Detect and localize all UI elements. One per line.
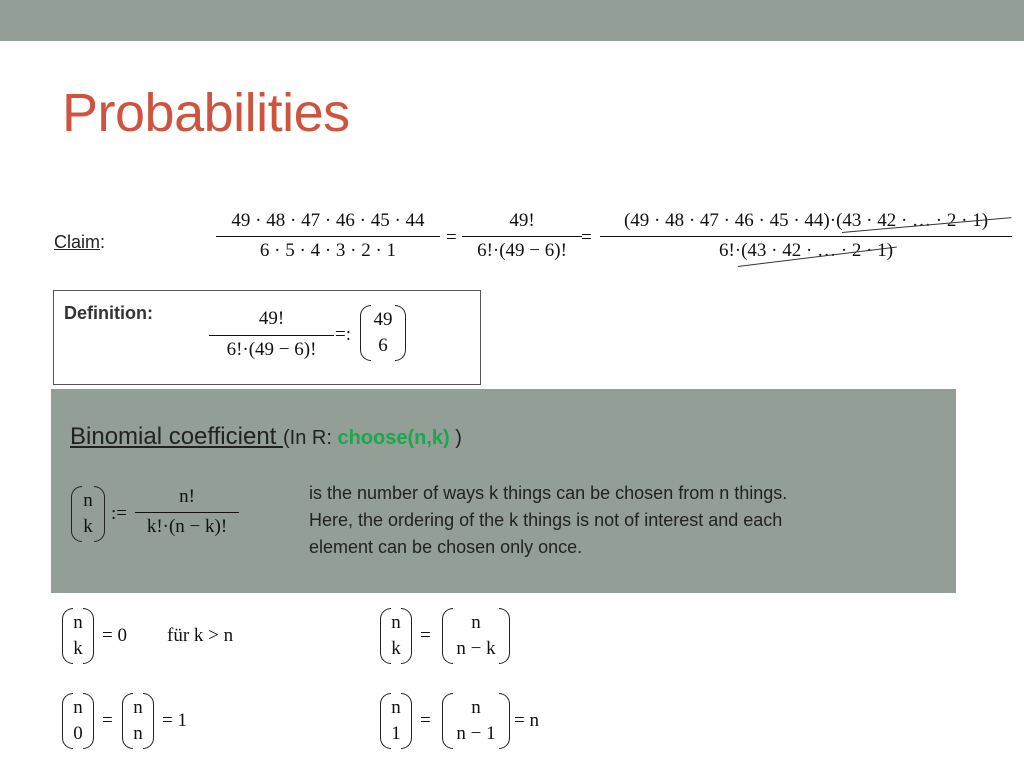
top-bar: [0, 0, 1024, 41]
binomial-numerator: n!: [179, 486, 195, 507]
identity-1a-binomial: [62, 608, 94, 662]
right-paren: [401, 693, 412, 749]
fraction-bar: [216, 236, 440, 237]
binomial-top: n: [471, 697, 481, 718]
binomial-coefficient-box: [51, 389, 956, 593]
definition-fraction: [209, 308, 334, 361]
binomial-top: n: [391, 697, 401, 718]
claim-fraction-3: [600, 210, 1012, 262]
in-r-suffix: ): [449, 427, 462, 449]
identity-1a-result: = 0: [102, 625, 127, 646]
identity-2a-binomial-left: [62, 693, 94, 747]
binomial-bottom: n − 1: [456, 723, 496, 744]
identity-2a-result: = 1: [162, 710, 187, 731]
claim-label-group: [54, 232, 105, 253]
right-paren: [401, 608, 412, 664]
claim-fraction-1: [216, 210, 440, 262]
claim-fraction-2-denominator: 6!·(49 − 6)!: [477, 240, 567, 261]
fraction-bar: [135, 512, 239, 513]
claim-fraction-1-denominator: 6 · 5 · 4 · 3 · 2 · 1: [259, 240, 397, 261]
right-paren: [83, 608, 94, 664]
identity-1a-condition: für k > n: [167, 625, 234, 646]
identity-2a-binomial-right: [122, 693, 154, 747]
identity-2b-equals: =: [420, 710, 431, 731]
definition-binomial: [360, 305, 406, 359]
fraction-bar: [600, 236, 1012, 237]
slide-title: Probabilities: [62, 83, 350, 143]
claim-fraction-2: [462, 210, 582, 262]
claim-fraction-1-numerator: 49 · 48 · 47 · 46 · 45 · 44: [231, 210, 425, 231]
binomial-bottom: k: [391, 638, 401, 659]
identity-1b-binomial-left: [380, 608, 412, 662]
binomial-top: n: [471, 612, 481, 633]
definition-numerator: 49!: [258, 308, 285, 329]
fraction-bar: [209, 335, 334, 336]
identity-2b-binomial-left: [380, 693, 412, 747]
claim-label: Claim: [54, 232, 101, 252]
claim-fraction-2-numerator: 49!: [509, 210, 535, 231]
binomial-top: n: [133, 697, 143, 718]
right-paren: [499, 693, 510, 749]
binomial-description: [309, 480, 787, 561]
right-paren: [94, 486, 105, 542]
identity-2b-binomial-right: [442, 693, 510, 747]
description-line-1: is the number of ways k things can be chosen from n things.: [309, 483, 788, 503]
binomial-operator: :=: [111, 503, 127, 524]
right-paren: [499, 608, 510, 664]
binomial-fraction: [135, 486, 239, 538]
definition-label: Definition:: [64, 303, 153, 323]
binomial-heading-line: [70, 423, 462, 451]
binomial-bottom: 1: [391, 723, 401, 744]
binomial-bottom: k: [73, 638, 83, 659]
binomial-top: n: [73, 612, 83, 633]
identity-2a-equals: =: [102, 710, 113, 731]
claim-equals-1: =: [446, 227, 457, 248]
description-line-3: element can be chosen only once.: [309, 537, 583, 557]
right-paren: [395, 305, 406, 361]
binomial-top: 49: [373, 309, 393, 330]
right-paren: [143, 693, 154, 749]
in-r-prefix: (In R:: [283, 427, 338, 449]
identity-2b-result: = n: [514, 710, 539, 731]
description-line-2: Here, the ordering of the k things is not of interest and each: [309, 510, 783, 530]
binomial-top: n: [83, 490, 93, 511]
binomial-symbol: [71, 486, 105, 540]
definition-denominator: 6!·(49 − 6)!: [226, 339, 317, 360]
r-function-code: choose(n,k): [337, 427, 450, 449]
binomial-bottom: k: [83, 516, 93, 537]
right-paren: [83, 693, 94, 749]
identity-1b-binomial-right: [442, 608, 510, 662]
binomial-bottom: 6: [378, 335, 388, 356]
claim-colon: :: [100, 232, 106, 252]
binomial-top: n: [73, 697, 83, 718]
claim-fraction-3-denominator: 6!·(43 · 42 · … · 2 · 1): [718, 240, 894, 261]
claim-equals-2: =: [581, 227, 592, 248]
binomial-bottom: n − k: [456, 638, 496, 659]
definition-box: [53, 290, 481, 385]
binomial-top: n: [391, 612, 401, 633]
binomial-heading: Binomial coefficient: [70, 423, 283, 450]
fraction-bar: [462, 236, 582, 237]
definition-operator: =:: [335, 324, 351, 345]
claim-fraction-3-numerator: (49 · 48 · 47 · 46 · 45 · 44)·(43 · 42 · … · 2 · 1): [623, 210, 989, 231]
binomial-bottom: n: [133, 723, 143, 744]
binomial-bottom: 0: [73, 723, 83, 744]
binomial-denominator: k!·(n − k)!: [146, 516, 228, 537]
identity-1b-equals: =: [420, 625, 431, 646]
